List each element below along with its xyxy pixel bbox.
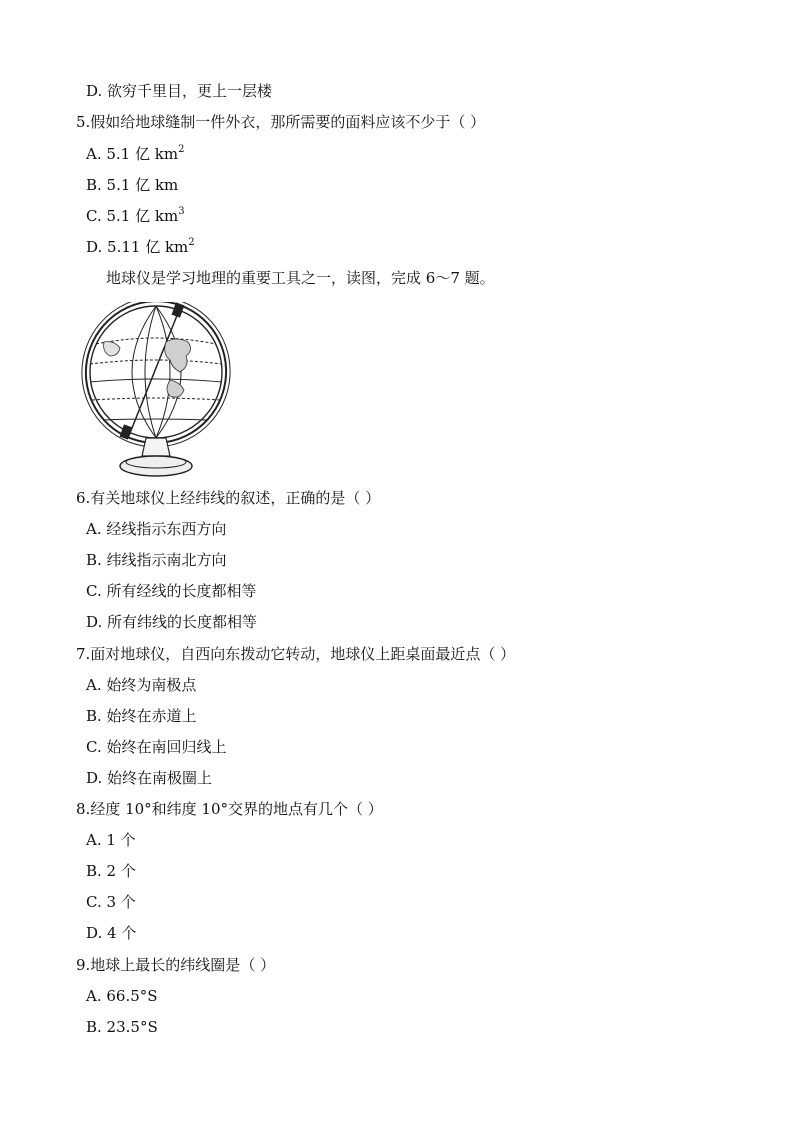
q5-option-c-text: C. 5.1 亿 km <box>86 207 179 225</box>
q8-option-c: C. 3 个 <box>86 893 136 911</box>
q7-option-a: A. 始终为南极点 <box>86 676 197 694</box>
q7-option-b: B. 始终在赤道上 <box>86 707 197 725</box>
q6-option-c: C. 所有经线的长度都相等 <box>86 582 257 600</box>
q8-option-a: A. 1 个 <box>86 831 136 849</box>
q7-option-d: D. 始终在南极圈上 <box>86 769 213 787</box>
q5-option-a-sup: 2 <box>178 144 185 155</box>
q5-question: 5.假如给地球缝制一件外衣，那所需要的面料应该不少于（ ） <box>76 113 486 131</box>
q9-option-a: A. 66.5°S <box>86 987 158 1005</box>
q5-option-a-text: A. 5.1 亿 km <box>86 145 179 163</box>
q6-option-d: D. 所有纬线的长度都相等 <box>86 613 258 631</box>
q6-question: 6.有关地球仪上经纬线的叙述，正确的是（ ） <box>76 489 381 507</box>
globe-intro-text: 地球仪是学习地理的重要工具之一，读图，完成 6～7 题。 <box>106 269 495 287</box>
q5-option-b: B. 5.1 亿 km <box>86 176 179 194</box>
q5-option-d-sup: 2 <box>188 237 195 248</box>
q9-question: 9.地球上最长的纬线圈是（ ） <box>76 956 276 974</box>
q5-option-c-sup: 3 <box>178 206 185 217</box>
q6-option-a: A. 经线指示东西方向 <box>86 520 227 538</box>
q8-option-b: B. 2 个 <box>86 862 136 880</box>
q5-option-c <box>86 206 185 226</box>
q9-option-b: B. 23.5°S <box>86 1018 158 1036</box>
q7-question: 7.面对地球仪，自西向东拨动它转动，地球仪上距桌面最近点（ ） <box>76 645 516 663</box>
q6-option-b: B. 纬线指示南北方向 <box>86 551 227 569</box>
q8-question: 8.经度 10°和纬度 10°交界的地点有几个（ ） <box>76 800 383 818</box>
q8-option-d: D. 4 个 <box>86 924 137 942</box>
q5-option-a <box>86 144 184 164</box>
q4-option-d: D. 欲穷千里目，更上一层楼 <box>86 82 273 100</box>
globe-illustration <box>74 302 240 480</box>
q5-option-d-text: D. 5.11 亿 km <box>86 238 189 256</box>
q7-option-c: C. 始终在南回归线上 <box>86 738 227 756</box>
q5-option-d <box>86 237 195 257</box>
